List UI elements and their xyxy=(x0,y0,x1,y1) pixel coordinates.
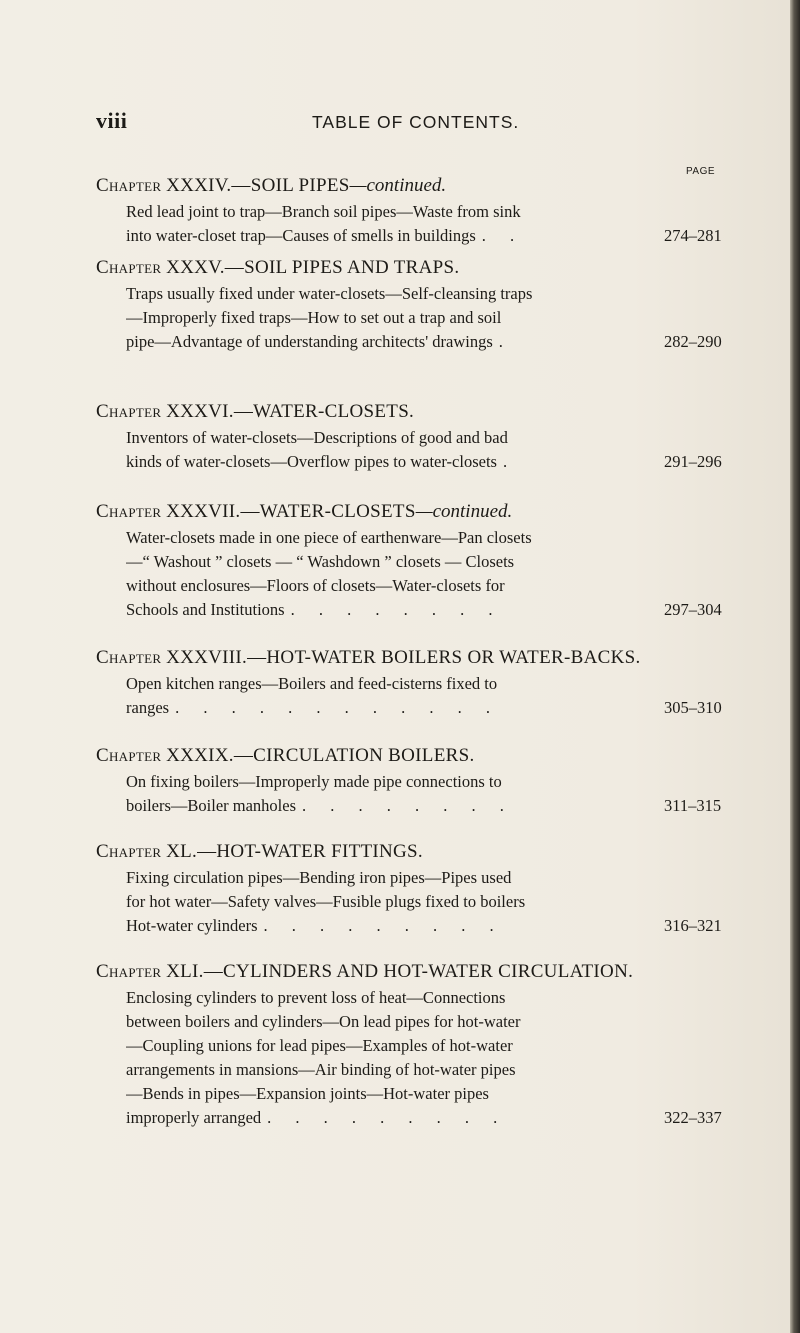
description-line: arrangements in mansions—Air binding of hot-water pipes xyxy=(126,1060,516,1080)
chapter-word: Chapter xyxy=(96,647,162,668)
page-range: 274–281 xyxy=(664,226,722,246)
description-line: Fixing circulation pipes—Bending iron pipes—Pipes used xyxy=(126,868,512,887)
page-range: 316–321 xyxy=(664,916,722,936)
description-line xyxy=(126,450,736,474)
description-line: Inventors of water-closets—Descriptions of good and bad xyxy=(126,428,508,447)
toc-entry xyxy=(96,742,722,818)
dot-leader: . . . . . . . . . xyxy=(263,916,504,936)
description-line-text: kinds of water-closets—Overflow pipes to water-closets xyxy=(126,452,497,472)
description-line-text: into water-closet trap—Causes of smells in buildings xyxy=(126,226,476,246)
chapter-heading xyxy=(96,838,666,866)
chapter-word: Chapter xyxy=(96,841,162,862)
dot-leader: . . . . . . . . xyxy=(302,796,514,816)
page-range: 291–296 xyxy=(664,452,722,472)
description-line: for hot water—Safety valves—Fusible plugs fixed to boilers xyxy=(126,892,526,912)
running-head: TABLE OF CONTENTS. xyxy=(312,112,520,132)
description-line: Red lead joint to trap—Branch soil pipes—Waste from sink xyxy=(126,202,521,221)
chapter-word: Chapter xyxy=(96,501,162,522)
description-line: Traps usually fixed under water-closets—Self-cleansing traps xyxy=(126,284,533,303)
chapter-title: XL.—HOT-WATER FITTINGS. xyxy=(166,841,423,862)
chapter-word: Chapter xyxy=(96,257,162,278)
description-line: Open kitchen ranges—Boilers and feed-cisterns fixed to xyxy=(126,674,498,693)
page-range: 282–290 xyxy=(664,332,722,352)
chapter-heading xyxy=(96,498,666,526)
dot-leader: . . . . . . . . . xyxy=(267,1108,508,1128)
toc-entry xyxy=(96,958,722,1131)
description-line-text: pipe—Advantage of understanding architects' drawings xyxy=(126,332,493,352)
toc-entry xyxy=(96,398,722,474)
page-range: 311–315 xyxy=(664,796,722,816)
description-line: —Bends in pipes—Expansion joints—Hot-water pipes xyxy=(126,1084,489,1104)
chapter-description xyxy=(126,200,722,248)
chapter-continued: —continued. xyxy=(415,501,513,522)
chapter-description xyxy=(126,526,722,622)
chapter-word: Chapter xyxy=(96,401,162,422)
chapter-title: XXXVI.—WATER-CLOSETS. xyxy=(166,401,415,422)
chapter-word: Chapter xyxy=(96,175,162,196)
description-line xyxy=(126,598,736,622)
chapter-description xyxy=(126,866,722,938)
chapter-title: XXXV.—SOIL PIPES AND TRAPS. xyxy=(166,257,460,278)
toc-entry xyxy=(96,254,722,354)
description-line xyxy=(126,696,736,720)
chapter-heading xyxy=(96,644,666,672)
description-line: —Coupling unions for lead pipes—Examples of hot-water xyxy=(126,1036,513,1056)
description-line xyxy=(126,1106,736,1130)
description-line-text: boilers—Boiler manholes xyxy=(126,796,297,816)
page-range: 297–304 xyxy=(664,600,722,620)
dot-leader: . . xyxy=(481,226,525,246)
chapter-description xyxy=(126,986,722,1131)
chapter-title: XXXIV.—SOIL PIPES xyxy=(166,175,350,196)
chapter-description xyxy=(126,426,722,474)
description-line xyxy=(126,224,736,248)
toc-entry xyxy=(96,838,722,938)
page-edge-shadow xyxy=(790,0,800,1333)
chapter-heading xyxy=(96,958,666,986)
chapter-word: Chapter xyxy=(96,961,162,982)
chapter-description xyxy=(126,282,722,354)
description-line: Enclosing cylinders to prevent loss of heat—Connections xyxy=(126,988,506,1007)
description-line xyxy=(126,330,736,354)
chapter-heading xyxy=(96,254,666,282)
chapter-heading xyxy=(96,172,666,200)
description-line-text: ranges xyxy=(126,698,170,718)
page-column-label: PAGE xyxy=(686,166,716,177)
dot-leader: . xyxy=(502,452,518,472)
chapter-continued: —continued. xyxy=(349,175,447,196)
toc-entry xyxy=(96,498,722,622)
description-line-text: improperly arranged xyxy=(126,1108,262,1128)
description-line xyxy=(126,914,736,938)
description-line: On fixing boilers—Improperly made pipe connections to xyxy=(126,772,502,791)
chapter-description xyxy=(126,672,722,720)
description-line-text: Schools and Institutions xyxy=(126,600,285,620)
description-line: without enclosures—Floors of closets—Water-closets for xyxy=(126,576,505,596)
description-line: —Improperly fixed traps—How to set out a trap and soil xyxy=(126,308,502,328)
chapter-description xyxy=(126,770,722,818)
chapter-heading xyxy=(96,398,666,426)
chapter-heading xyxy=(96,742,666,770)
chapter-title: XXXIX.—CIRCULATION BOILERS. xyxy=(166,745,475,766)
page-folio: viii xyxy=(96,108,128,133)
description-line: Water-closets made in one piece of earthenware—Pan closets xyxy=(126,528,532,547)
toc-entry xyxy=(96,644,722,720)
dot-leader: . xyxy=(498,332,513,352)
dot-leader: . . . . . . . . xyxy=(290,600,503,620)
page-range: 322–337 xyxy=(664,1108,722,1128)
description-line-text: Hot-water cylinders xyxy=(126,916,258,936)
dot-leader: . . . . . . . . . . . . xyxy=(175,698,500,718)
chapter-word: Chapter xyxy=(96,745,162,766)
description-line: —“ Washout ” closets — “ Washdown ” closets — Closets xyxy=(126,552,515,572)
chapter-title: XLI.—CYLINDERS AND HOT-WATER CIRCULATION. xyxy=(166,961,634,982)
page-range: 305–310 xyxy=(664,698,722,718)
toc-entry xyxy=(96,172,722,248)
chapter-title: XXXVII.—WATER-CLOSETS xyxy=(166,501,416,522)
chapter-title: XXXVIII.—HOT-WATER BOILERS OR WATER-BACKS. xyxy=(166,647,641,668)
description-line xyxy=(126,794,736,818)
description-line: between boilers and cylinders—On lead pipes for hot-water xyxy=(126,1012,521,1032)
